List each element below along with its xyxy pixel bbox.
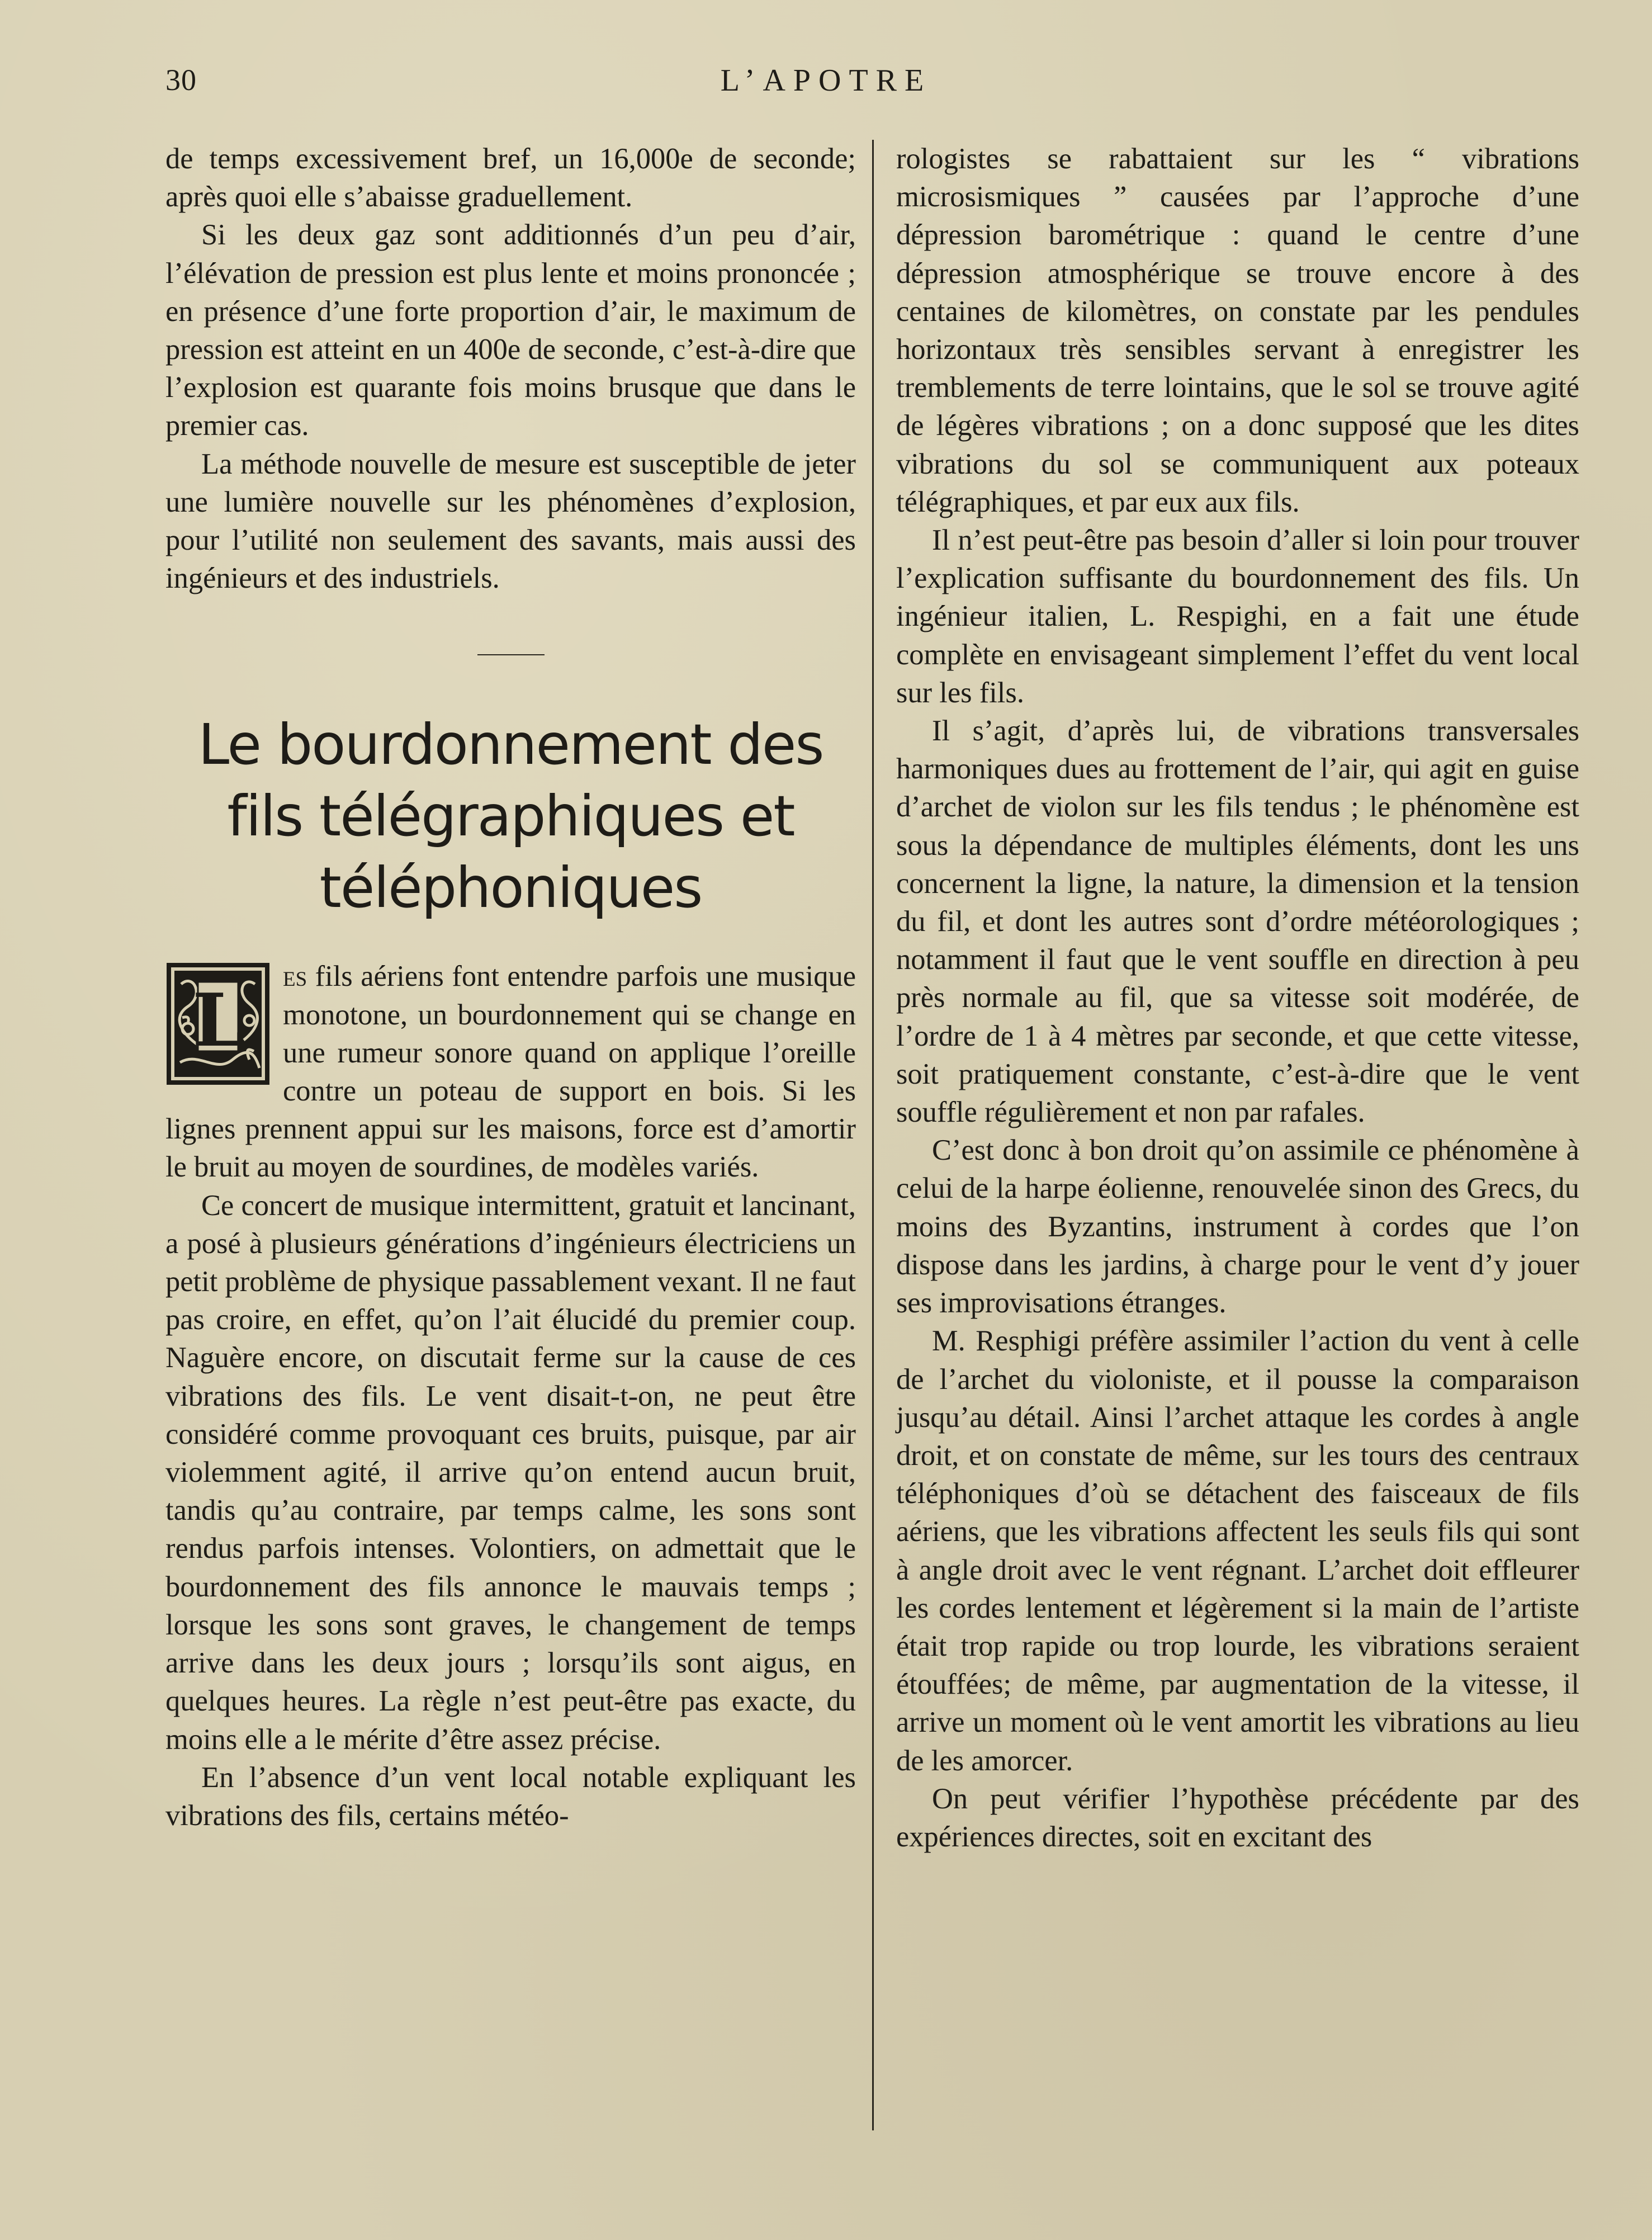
journal-title: L’APOTRE (720, 63, 932, 98)
paragraph: de temps excessivement bref, un 16,000e de seconde; après quoi elle s’abaisse graduellement. (165, 143, 856, 214)
running-head (0, 63, 1652, 107)
paragraph: rologistes se rabattaient sur les “ vibrations microsismiques ” causées par l’approche d’une dépression barométrique : quand le centre d’une dépression atmosphérique se trouve encore à des centaines de kilomètres, on constate par les pendules horizontaux très sensibles servant à enregistrer les tremblements de terre lointains, que le sol se trouve agité de légères vibrations ; on a donc supposé que les dites vibrations du sol se communiquent aux poteaux télégraphiques, et par eux aux fils. (896, 143, 1579, 518)
left-column (165, 140, 856, 1835)
right-column (896, 140, 1579, 1856)
drop-cap-continuation: es (283, 960, 307, 993)
paragraph-text: fils aériens font entendre parfois une musique monotone, un bourdonnement qui se change en une rumeur sonore quand on applique l’oreille contre un poteau de support en bois. Si les lignes prennent appui sur les maisons, force est d’amortir le bruit au moyen de sourdines, de modèles variés. (165, 960, 856, 1184)
paragraph: Il s’agit, d’après lui, de vibrations transversales harmoniques dues au frottement de l’air, qui agit en guise d’archet de violon sur les fils tendus ; le phénomène est sous la dépendance de multiples éléments, dont les uns concernent la ligne, la nature, la dimension et la tension du fil, et dont les autres sont d’ordre météorologiques ; notamment il faut que le vent souffle en direction à peu près normale au fil, que sa vitesse soit modérée, de l’ordre de 1 à 4 mètres par seconde, et que cette vitesse, soit pratiquement constante, c’est-à-dire que le vent souffle régulièrement et non par rafales. (896, 715, 1579, 1129)
paragraph: M. Resphigi préfère assimiler l’action du vent à celle de l’archet du violoniste, et il pousse la comparaison jusqu’au détail. Ainsi l’archet attaque les cordes à angle droit, et on constate de même, sur les tours des centraux téléphoniques d’où se détachent des faisceaux de fils aériens, que les vibrations affectent les seuls fils qui sont à angle droit avec le vent régnant. L’archet doit effleurer les cordes lentement et légèrement si la main de l’artiste était trop rapide ou trop lourde, les vibrations seraient étouffées; de même, par augmentation de la vitesse, il arrive un moment où le vent amortit les vibrations au lieu de les amorcer. (896, 1325, 1579, 1777)
paragraph: C’est donc à bon droit qu’on assimile ce phénomène à celui de la harpe éolienne, renouvelée sinon des Grecs, du moins des Byzantins, instrument à cordes que l’on dispose dans les jardins, à charge pour le vent d’y jouer ses improvisations étranges. (896, 1134, 1579, 1320)
section-separator (477, 654, 545, 655)
paragraph: On peut vérifier l’hypothèse précédente par des expériences directes, soit en excitant des (896, 1782, 1579, 1853)
paragraph: La méthode nouvelle de mesure est susceptible de jeter une lumière nouvelle sur les phénomènes d’explosion, pour l’utilité non seulement des savants, mais aussi des ingénieurs et des industriels. (165, 447, 856, 595)
paragraph: Ce concert de musique intermittent, gratuit et lancinant, a posé à plusieurs générations d’ingénieurs électriciens un petit problème de physique passablement vexant. Il ne faut pas croire, en effet, qu’on l’ait élucidé du premier coup. Naguère encore, on discutait ferme sur la cause de ces vibrations des fils. Le vent disait-t-on, ne peut être considéré comme provoquant ces bruits, puisque, par air violemment agité, il arrive qu’on entend aucun bruit, tandis qu’au contraire, par temps calme, les sons sont rendus parfois intenses. Volontiers, on admettait que le bourdonnement des fils annonce le mauvais temps ; lorsque les sons sont graves, le changement de temps arrive dans les deux jours ; lorsqu’ils sont aigus, en quelques heures. La règle n’est peut-être pas exacte, du moins elle a le mérite d’être assez précise. (165, 1189, 856, 1756)
paragraph: En l’absence d’un vent local notable expliquant les vibrations des fils, certains météo- (165, 1761, 856, 1832)
drop-cap-initial (165, 962, 271, 1086)
drop-cap-letter: L (192, 977, 244, 1064)
paragraph: Il n’est peut-être pas besoin d’aller si loin pour trouver l’explication suffisante du bourdonnement des fils. Un ingénieur italien, L. Respighi, en a fait une étude complète en envisageant simplement l’effet du vent local sur les fils. (896, 524, 1579, 709)
page-number: 30 (165, 63, 197, 97)
paragraph: Si les deux gaz sont additionnés d’un peu d’air, l’élévation de pression est plus lente et moins prononcée ; en présence d’une forte proportion d’air, le maximum de pression est atteint en un 400e de seconde, c’est-à-dire que l’explosion est quarante fois moins brusque que dans le premier cas. (165, 219, 856, 442)
article-title: Le bourdonnement des fils télégraphiques et téléphoniques (198, 712, 823, 921)
paragraph (165, 957, 856, 1186)
column-divider (872, 140, 874, 2130)
